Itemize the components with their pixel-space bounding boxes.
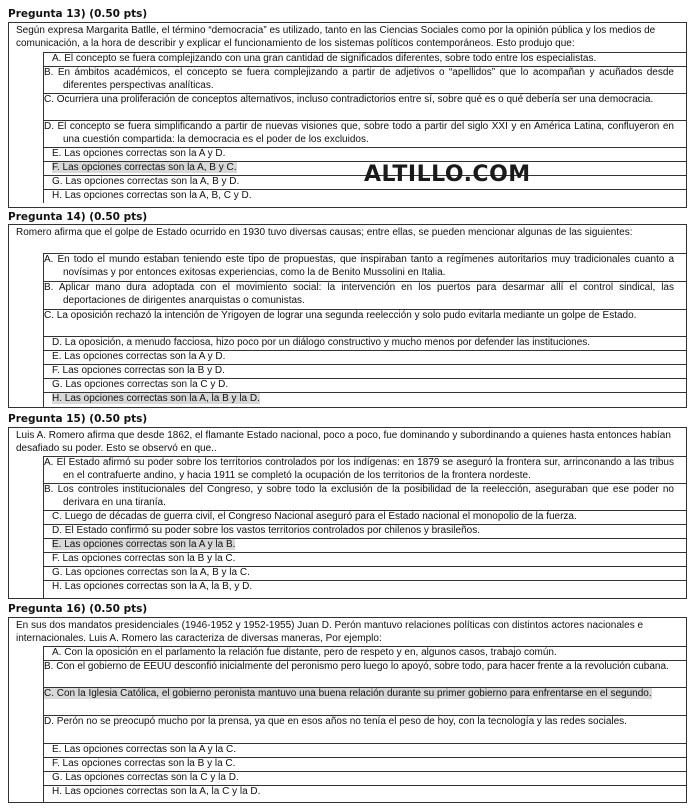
option-label: F. Las opciones correctas son la B y la C. [52, 553, 236, 564]
option-15-b[interactable] [43, 483, 686, 510]
option-label: C. Ocurriera una proliferación de conceptos alternativos, incluso contradictorios entre sí, sobre qué es o qué debería ser una democracia. [44, 94, 654, 105]
question-15-box [8, 427, 687, 599]
question-13-title: Pregunta 13) (0.50 pts) [8, 8, 148, 20]
option-label: B. Los controles institucionales del Congreso, y sobre todo la exclusión de la posibilidad de la reelección, aseguraban que ese poder no derivara en una tiranía. [44, 484, 674, 508]
option-label: A. En todo el mundo estaban teniendo este tipo de propuestas, que inspiraban tanto a regímenes autoritarios muy tradicionales cuanto a novísimas y por entonces exitosas experiencias, como la de Benito Mussolini en Italia. [44, 254, 674, 278]
option-label: D. La oposición, a menudo facciosa, hizo poco por un diálogo constructivo y mucho menos por defender las instituciones. [52, 337, 591, 348]
option-label-highlighted: F. Las opciones correctas son la A, B y C. [52, 162, 237, 173]
option-label: H. Las opciones correctas son la A, B, C y D. [52, 190, 252, 201]
option-label: E. Las opciones correctas son la A y la C. [52, 744, 236, 755]
option-label: G. Las opciones correctas son la C y la D. [52, 772, 239, 783]
option-14-f[interactable] [43, 364, 686, 378]
option-label: E. Las opciones correctas son la A y D. [52, 351, 226, 362]
option-label: A. El Estado afirmó su poder sobre los territorios controlados por los indígenas: en 1879 se aseguró la frontera sur, arrinconando a las tribus en el contrafuerte andino, y hacia 1911 se completó la ocupación de los territorios de la frontera nordeste. [44, 457, 674, 481]
option-label: H. Las opciones correctas son la A, la C y la D. [52, 786, 261, 797]
option-15-d[interactable] [43, 524, 686, 538]
option-13-h[interactable] [43, 189, 686, 203]
question-13-stem: Según expresa Margarita Batlle, el término “democracia” es utilizado, tanto en las Ciencias Sociales como por la opinión pública y los medios de comunicación, a la hora de describir y explicar el funcionamiento de los sistemas políticos contemporáneos. Esto produjo que: [16, 25, 656, 49]
option-label: B. En ámbitos académicos, el concepto se fuera complejizando a partir de adjetivos o “apellidos” que lo acompañan y acuñados desde diferentes perspectivas analíticas. [44, 67, 674, 91]
option-16-h[interactable] [43, 785, 686, 803]
option-16-g[interactable] [43, 771, 686, 785]
option-label-highlighted: H. Las opciones correctas son la A, la B y la D. [52, 393, 260, 404]
question-15-stem: Luis A. Romero afirma que desde 1862, el flamante Estado nacional, poco a poco, fue dominando y subordinando a quienes hasta entonces habían desafiado su poder. Esto se observó en que.. [16, 430, 671, 454]
option-label: C. Luego de décadas de guerra civil, el Congreso Nacional aseguró para el Estado nacional el monopolio de la fuerza. [52, 511, 577, 522]
option-label: G. Las opciones correctas son la A, B y D. [52, 176, 240, 187]
question-16-box [8, 617, 687, 803]
option-15-f[interactable] [43, 552, 686, 566]
option-label: F. Las opciones correctas son la B y la C. [52, 758, 236, 769]
option-label: B. Aplicar mano dura adoptada con el movimiento social: la intervención en los puertos para desarmar allí el control sindical, las deportaciones de dirigentes anarquistas o comunistas. [44, 282, 674, 306]
option-label-highlighted: C. Con la Iglesia Católica, el gobierno peronista mantuvo una buena relación durante su primer gobierno para enfrentarse en el segundo. [44, 688, 652, 699]
option-label: B. Con el gobierno de EEUU desconfió inicialmente del peronismo pero luego lo apoyó, sobre todo, para hacer frente a la revolución cubana. [44, 661, 669, 672]
option-16-c[interactable] [43, 687, 686, 715]
option-14-h[interactable] [43, 392, 686, 408]
option-label: G. Las opciones correctas son la C y D. [52, 379, 229, 390]
option-13-b[interactable] [43, 66, 686, 93]
option-label: A. Con la oposición en el parlamento la relación fue distante, pero de respeto y en, algunos casos, trabajo común. [52, 647, 557, 658]
option-15-e[interactable] [43, 538, 686, 552]
option-14-a[interactable] [43, 253, 686, 281]
option-13-e[interactable] [43, 147, 686, 161]
option-13-a[interactable] [43, 52, 686, 66]
option-16-e[interactable] [43, 743, 686, 757]
option-label: G. Las opciones correctas son la A, B y la C. [52, 567, 250, 578]
question-13-box [8, 22, 687, 208]
option-13-c[interactable] [43, 93, 686, 120]
option-14-g[interactable] [43, 378, 686, 392]
option-label: E. Las opciones correctas son la A y D. [52, 148, 226, 159]
question-14-title: Pregunta 14) (0.50 pts) [8, 211, 148, 223]
option-16-b[interactable] [43, 660, 686, 687]
option-label: C. La oposición rechazó la intención de Yrigoyen de lograr una segunda reelección y solo pudo evitarla mediante un golpe de Estado. [44, 310, 637, 321]
option-16-d[interactable] [43, 715, 686, 743]
option-label: D. Perón no se preocupó mucho por la prensa, ya que en esos años no tenía el peso de hoy, con la tecnología y las redes sociales. [44, 716, 627, 727]
question-14-stem: Romero afirma que el golpe de Estado ocurrido en 1930 tuvo diversas causas; entre ellas, se pueden mencionar algunas de las siguientes: [16, 227, 633, 238]
question-14-box [8, 224, 687, 408]
option-label: A. El concepto se fuera complejizando con una gran cantidad de significados diferentes, sobre todo entre los especialistas. [52, 53, 597, 64]
option-15-h[interactable] [43, 580, 686, 599]
option-label: D. El concepto se fuera simplificando a partir de nuevas visiones que, sobre todo a partir del siglo XXI y en América Latina, confluyeron en una cuestión compartida: la democracia es el poder de los excluidos. [44, 121, 674, 145]
option-label: F. Las opciones correctas son la B y D. [52, 365, 225, 376]
question-15-title: Pregunta 15) (0.50 pts) [8, 413, 148, 425]
option-14-e[interactable] [43, 350, 686, 364]
option-14-b[interactable] [43, 281, 686, 309]
question-16-title: Pregunta 16) (0.50 pts) [8, 603, 148, 615]
watermark: ALTILLO.COM [364, 162, 531, 187]
option-label: D. El Estado confirmó su poder sobre los vastos territorios controlados por chilenos y brasileños. [52, 525, 480, 536]
option-14-d[interactable] [43, 336, 686, 350]
question-16-stem: En sus dos mandatos presidenciales (1946-1952 y 1952-1955) Juan D. Perón mantuvo relaciones políticas con distintos actores nacionales e internacionales. Luis A. Romero las caracteriza de diversas maneras, Por ejemplo: [16, 620, 644, 644]
option-label-highlighted: E. Las opciones correctas son la A y la B. [52, 539, 236, 550]
option-15-g[interactable] [43, 566, 686, 580]
option-16-a[interactable] [43, 646, 686, 660]
option-15-c[interactable] [43, 510, 686, 524]
option-13-d[interactable] [43, 120, 686, 147]
option-16-f[interactable] [43, 757, 686, 771]
option-label: H. Las opciones correctas son la A, la B, y D. [52, 581, 253, 592]
option-14-c[interactable] [43, 309, 686, 336]
option-15-a[interactable] [43, 456, 686, 483]
